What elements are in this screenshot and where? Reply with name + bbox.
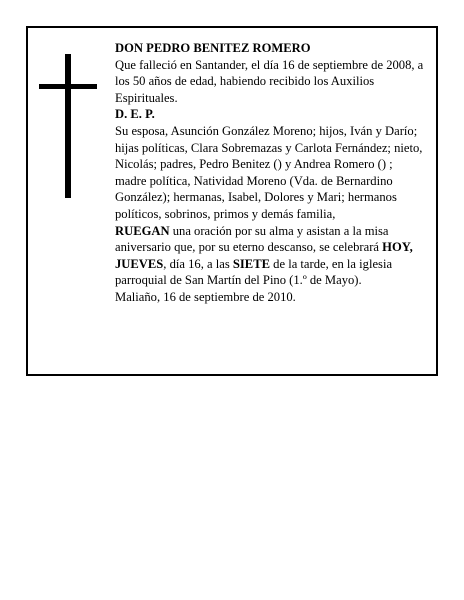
ruegan-label: RUEGAN <box>115 223 170 238</box>
place-and-date: Maliaño, 16 de septiembre de 2010. <box>115 289 296 304</box>
rest-in-peace: D. E. P. <box>115 107 155 122</box>
death-announcement: Que falleció en Santander, el día 16 de septiembre de 2008, a los 50 años de edad, habiendo recibido los Auxilios Espirituales. <box>115 57 424 105</box>
mass-day: HOY, JUEVES <box>115 240 413 271</box>
mass-announcement <box>115 223 427 289</box>
obituary-notice <box>26 26 438 376</box>
mass-text-part-1: una oración por su alma y asistan a la misa aniversario que, por su eterno descanso, se celebrará <box>115 223 389 255</box>
family-list: Su esposa, Asunción González Moreno; hijos, Iván y Darío; hijas políticas, Clara Sobremazas y Carlota Fernández; nieto, Nicolás; padres, Pedro Benitez () y Andrea Romero () ; madre política, Natividad Moreno (Vda. de Bernardino González); hermanas, Isabel, Dolores y Mari; hermanos políticos, sobrinos, primos y demás familia, <box>115 123 423 221</box>
deceased-name: DON PEDRO BENITEZ ROMERO <box>115 41 311 55</box>
mass-text-part-3: de la tarde, en la iglesia parroquial de San Martín del Pino (1.º de Mayo). <box>115 256 393 288</box>
mass-text-part-2: , día 16, a las <box>163 256 233 271</box>
cross-icon <box>39 54 97 198</box>
notice-text <box>115 40 427 306</box>
mass-time: SIETE <box>232 256 271 271</box>
cross-vertical-bar <box>65 54 71 198</box>
cross-horizontal-bar <box>39 84 97 89</box>
